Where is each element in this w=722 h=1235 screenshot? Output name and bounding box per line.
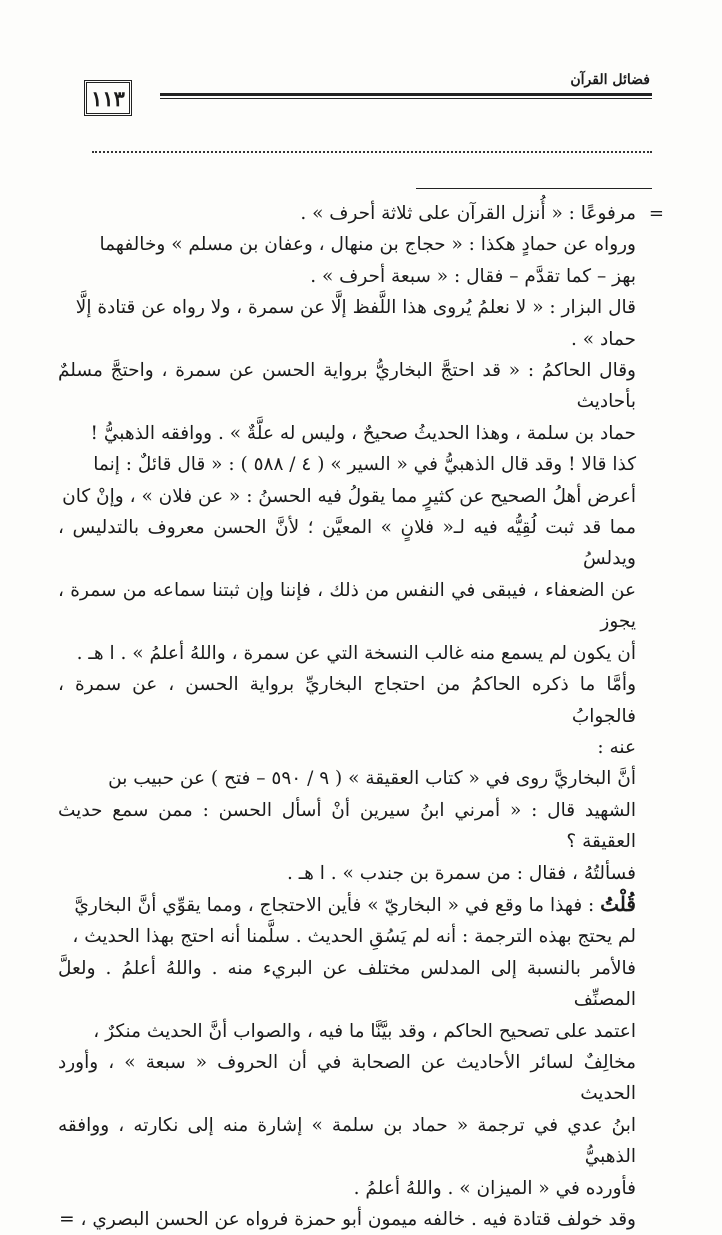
text-line: اعتمد على تصحيح الحاكم ، وقد بيَّنَّا ما فيه ، والصواب أنَّ الحديث منكرٌ ، — [93, 1020, 636, 1042]
page-number-box — [84, 80, 132, 116]
text-line: عنه : — [597, 736, 636, 758]
text-line: فالأمر بالنسبة إلى المدلس مختلف عن البريء منه . واللهُ أعلمُ . ولعلَّ المصنِّف — [58, 957, 636, 1011]
text-line: كذا قالا ! وقد قال الذهبيُّ في « السير » ( ٤ / ٥٨٨ ) : « قال قائلٌ : إنما — [93, 454, 636, 476]
text-line: وقال الحاكمُ : « قد احتجَّ البخاريُّ برواية الحسن عن سمرة ، واحتجَّ مسلمٌ بأحاديث — [58, 360, 636, 413]
text-line-qultu — [58, 889, 636, 921]
header-rule-thick — [160, 93, 652, 96]
text-line: حماد » . — [571, 328, 636, 350]
text-line: بهز – كما تقدَّم – فقال : « سبعة أحرف » . — [310, 265, 636, 287]
continuation-mark: = — [648, 203, 664, 224]
footnote-text — [58, 198, 636, 1235]
text-line: لم يحتج بهذه الترجمة : أنه لم يَسُقِ الحديث . سلَّمنا أنه احتج بهذا الحديث ، — [72, 926, 636, 948]
text-line: ابنُ عدي في ترجمة « حماد بن سلمة » إشارة منه إلى نكارته ، ووافقه الذهبيُّ — [58, 1114, 636, 1168]
header-rule-thin — [160, 98, 652, 99]
qultu-rest: : فهذا ما وقع في « البخاريّ » فأين الاحتجاج ، ومما يقوِّي أنَّ البخاريَّ — [74, 894, 601, 916]
text-line: وأمَّا ما ذكره الحاكمُ من احتجاج البخاريِّ برواية الحسن ، عن سمرة ، فالجوابُ — [58, 674, 636, 727]
text-line: وقد خولف قتادة فيه . خالفه ميمون أبو حمزة فرواه عن الحسن البصري ، = — [59, 1209, 636, 1230]
text-line: أنَّ البخاريَّ روى في « كتاب العقيقة » ( ٩ / ٥٩٠ – فتح ) عن حبيب بن — [108, 768, 636, 790]
text-line: قال البزار : « لا نعلمُ يُروى هذا اللَّفظ إلَّا عن سمرة ، ولا رواه عن قتادة إلَّا — [75, 297, 636, 319]
page-number: ١١٣ — [91, 85, 125, 111]
text-line: ورواه عن حمادٍ هكذا : « حجاج بن منهال ، وعفان بن مسلم » وخالفهما — [99, 234, 636, 256]
qultu-word: قُلْتُ — [600, 891, 636, 916]
text-line: أن يكون لم يسمع منه غالب النسخة التي عن سمرة ، واللهُ أعلمُ » . ا هـ . — [76, 642, 636, 664]
text-line: مرفوعًا : « أُنزل القرآن على ثلاثة أحرف » . — [300, 203, 636, 224]
text-line: فأورده في « الميزان » . واللهُ أعلمُ . — [353, 1177, 636, 1199]
running-title: فضائل القرآن — [570, 72, 650, 88]
dotted-separator — [92, 151, 652, 153]
text-line: أعرض أهلُ الصحيح عن كثيرٍ مما يقولُ فيه الحسنُ : « عن فلان » ، وإنْ كان — [62, 485, 636, 507]
text-line: مما قد ثبت لُقِيُّه فيه لـ« فلانٍ » المعيَّن ؛ لأنَّ الحسن معروف بالتدليس ، ويدلسُ — [58, 517, 636, 570]
footnote-rule — [416, 188, 652, 189]
text-line: مخالِفٌ لسائر الأحاديث عن الصحابة في أن الحروف « سبعة » ، وأورد الحديث — [58, 1051, 636, 1105]
text-line: الشهيد قال : « أمرني ابنُ سيرين أنْ أسأل الحسن : ممن سمع حديث العقيقة ؟ — [58, 799, 636, 853]
text-line: عن الضعفاء ، فيبقى في النفس من ذلك ، فإننا وإن ثبتنا سماعه من سمرة ، يجوز — [58, 579, 636, 633]
text-line: حماد بن سلمة ، وهذا الحديثُ صحيحٌ ، وليس له علَّةٌ » . ووافقه الذهبيُّ ! — [90, 422, 636, 444]
text-line: فسألتُهُ ، فقال : من سمرة بن جندب » . ا هـ . — [286, 862, 636, 884]
